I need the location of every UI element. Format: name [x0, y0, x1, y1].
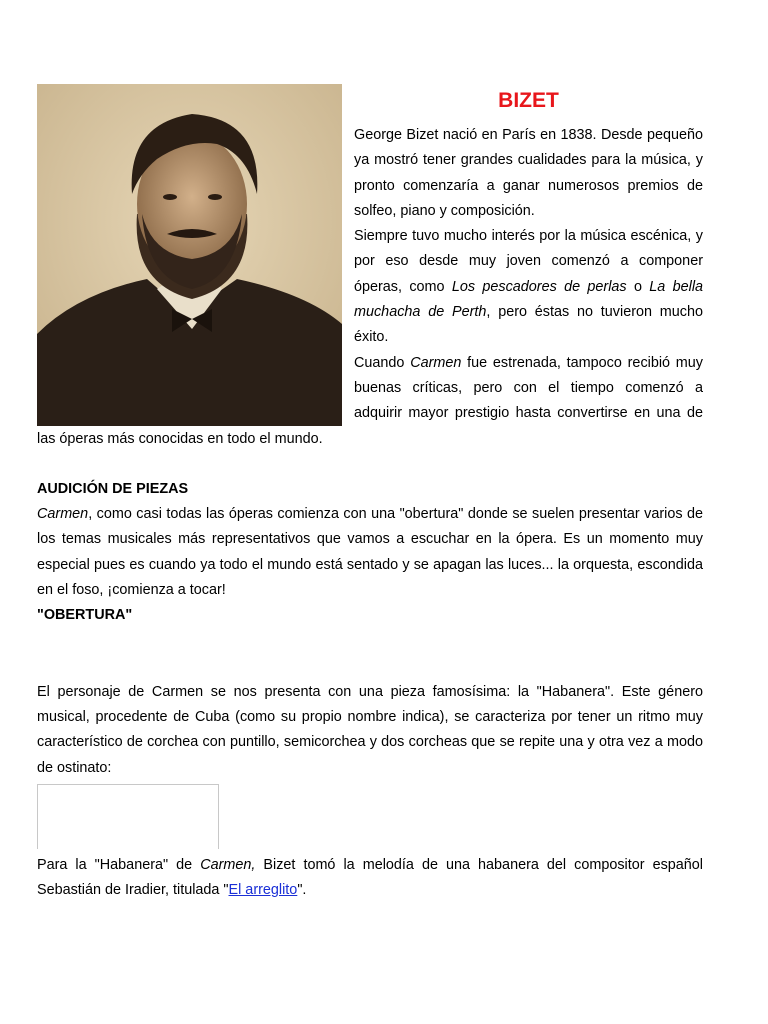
intro-p3-text-a: Cuando	[354, 354, 411, 371]
habanera-p2-text-c: ".	[297, 882, 307, 899]
habanera-p2-text-a: Para la "Habanera" de	[37, 856, 201, 873]
page-title: BIZET	[498, 89, 559, 112]
habanera-paragraph-2	[37, 853, 703, 904]
document-page	[37, 84, 703, 903]
habanera-paragraph-1: El personaje de Carmen se nos presenta con una pieza famosísima: la "Habanera". Este género musical, procedente de Cuba (como su propio nombre indica), se caracteriza por tener un ritmo muy característico de corchea con puntillo, semicorchea y dos corcheas que se repite una y otra vez a modo de ostinato:	[37, 683, 703, 776]
intro-p2-text-b: o	[626, 278, 650, 295]
el-arreglito-link[interactable]: El arreglito	[228, 882, 298, 899]
audicion-paragraph	[37, 502, 703, 603]
intro-p2-text-c: , pero éstas no tuvieron mucho éxito.	[354, 304, 703, 346]
intro-p2-text-a: Siempre tuvo mucho interés por la música escénica, y por eso desde muy joven comenzó a componer óperas, como	[354, 228, 703, 295]
portrait-illustration	[37, 84, 342, 426]
opera-title-pescadores: Los pescadores de perlas	[451, 278, 627, 295]
habanera-p2-text-b: Bizet tomó la melodía de una habanera del compositor español Sebastián de Iradier, titulada "	[37, 856, 703, 899]
obertura-heading: "OBERTURA"	[37, 607, 133, 624]
opera-title-carmen: Carmen	[410, 354, 462, 371]
carmen-italic: Carmen	[37, 506, 89, 523]
section-heading-audicion: AUDICIÓN DE PIEZAS	[37, 480, 189, 497]
carmen-italic-2: Carmen,	[200, 856, 256, 873]
bizet-portrait-image	[37, 84, 342, 426]
intro-p3-text-b: fue estrenada, tampoco recibió muy buenas críticas, pero con el tiempo comenzó a adquirir mayor prestigio hasta convertirse en una de las óperas más conocidas en todo el mundo.	[37, 354, 703, 447]
audicion-text: , como casi todas las óperas comienza con una "obertura" donde se suelen presentar varios de los temas musicales más representativos que vamos a escuchar en la ópera. Es un momento muy especial pues es cuando ya todo el mundo está sentado y se apagan las luces... la orquesta, escondida en el foso, ¡comienza a tocar!	[37, 506, 703, 599]
rhythm-image-placeholder	[37, 784, 219, 849]
intro-paragraph-1: George Bizet nació en París en 1838. Desde pequeño ya mostró tener grandes cualidades para la música, y pronto comenzaría a ganar numerosos premios de solfeo, piano y composición.	[354, 127, 703, 219]
opera-title-bella-muchacha: La bella muchacha de Perth	[354, 278, 704, 321]
